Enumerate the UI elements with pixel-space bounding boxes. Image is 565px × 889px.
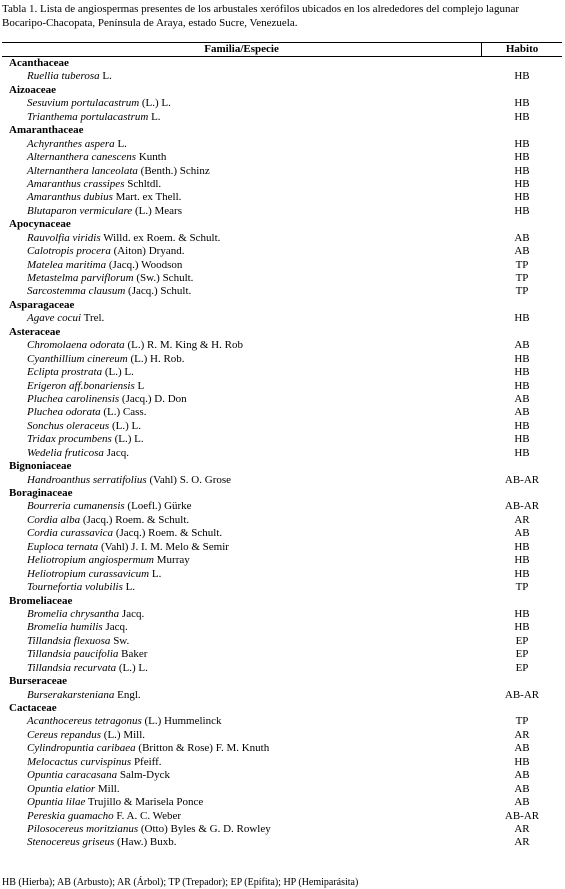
species-table [2,42,562,850]
habit-cell: AB-AR [504,688,540,701]
species-row [2,621,562,634]
species-binomial: Pluchea odorata [27,406,101,419]
species-cell [2,474,482,487]
species-row [2,339,562,352]
species-cell [2,70,482,83]
species-author: (Haw.) Buxb. [117,836,177,849]
habit-cell: HB [514,567,530,580]
species-binomial: Melocactus curvispinus [27,755,132,768]
species-cell [2,527,482,540]
species-cell [2,366,482,379]
table-caption: Tabla 1. Lista de angiospermas presentes de los arbustales xerófilos ubicados en los alrededores del complejo lagunar Bocaripo-Chacopata, Península de Araya, estado Sucre, Venezuela. [2,3,519,29]
species-author: Baker [121,648,148,661]
habit-cell: HB [514,177,530,190]
species-author: Jacq. [121,607,145,620]
species-binomial: Euploca ternata [27,540,99,553]
species-author: L [137,379,145,392]
species-author: Trujillo & Marisela Ponce [87,796,204,809]
habit-cell: AB [514,392,530,405]
species-row [2,527,562,540]
habit-cell: TP [515,258,529,271]
species-row [2,756,562,769]
species-binomial: Wedelia fruticosa [27,446,104,459]
species-cell [2,259,482,272]
habit-legend-footnote: HB (Hierba); AB (Arbusto); AR (Árbol); TP (Trepador); EP (Epífita); HP (Hemiparásita) [2,877,359,888]
species-author: (Britton & Rose) F. M. Knuth [138,742,270,755]
family-name: Burseraceae [9,675,68,688]
habit-cell: HB [514,540,530,553]
species-cell [2,191,482,204]
species-row [2,191,562,204]
habit-cell: TP [515,285,529,298]
species-row [2,635,562,648]
species-binomial: Chromolaena odorata [27,339,125,352]
species-cell [2,810,482,823]
species-cell [2,178,482,191]
species-row [2,205,562,218]
species-author: (Jacq.) Woodson [108,258,183,271]
species-binomial: Cylindropuntia caribaea [27,742,136,755]
species-binomial: Handroanthus serratifolius [27,473,147,486]
species-author: Jacq. [106,446,129,459]
species-binomial: Tridax procumbens [27,433,112,446]
species-row [2,285,562,298]
species-row [2,433,562,446]
family-name: Bignoniaceae [9,460,72,473]
species-row [2,165,562,178]
habit-cell: HB [514,379,530,392]
species-row [2,312,562,325]
species-row [2,272,562,285]
family-row [2,702,562,715]
species-binomial: Blutaparon vermiculare [27,204,133,217]
species-cell [2,285,482,298]
species-cell [2,554,482,567]
species-author: Mill. [97,782,120,795]
species-cell [2,836,482,849]
species-row [2,783,562,796]
habit-cell: TP [515,581,529,594]
habit-cell: HB [514,352,530,365]
habit-cell: HB [514,97,530,110]
habit-cell: HB [514,312,530,325]
species-author: Mart. ex Thell. [115,191,182,204]
species-binomial: Alternanthera canescens [27,151,137,164]
species-cell [2,406,482,419]
habit-cell: AR [514,836,530,849]
habit-cell: AB [514,782,530,795]
habit-cell: HB [514,164,530,177]
species-cell [2,648,482,661]
species-cell [2,380,482,393]
species-row [2,648,562,661]
species-binomial: Sonchus oleraceus [27,419,110,432]
species-author: (L.) L. [104,366,134,379]
species-row [2,380,562,393]
species-binomial: Amaranthus dubius [27,191,113,204]
species-cell [2,769,482,782]
species-binomial: Heliotropium curassavicum [27,567,150,580]
species-author: (L.) R. M. King & H. Rob [127,339,243,352]
species-cell [2,783,482,796]
species-author: Kunth [138,151,167,164]
species-row [2,742,562,755]
species-row [2,581,562,594]
habit-cell: AR [514,728,530,741]
species-binomial: Pluchea carolinensis [27,392,120,405]
species-row [2,514,562,527]
species-cell [2,138,482,151]
species-binomial: Rauvolfia viridis [27,231,101,244]
habit-cell: HB [514,191,530,204]
species-row [2,111,562,124]
species-author: (L.) L. [111,419,141,432]
habit-cell: HB [514,366,530,379]
family-name: Cactaceae [9,702,57,714]
species-row [2,729,562,742]
habit-cell: EP [515,648,529,661]
habit-cell: EP [515,634,529,647]
species-cell [2,353,482,366]
species-cell [2,97,482,110]
species-cell [2,393,482,406]
species-author: Salm-Dyck [119,769,170,782]
family-name: Apocynaceae [9,218,71,231]
species-author: (L.) Mill. [103,728,146,741]
species-binomial: Stenocereus griseus [27,836,115,849]
species-author: L. [102,70,112,83]
species-binomial: Opuntia caracasana [27,769,118,782]
species-row [2,232,562,245]
species-binomial: Eclipta prostrata [27,366,103,379]
species-cell [2,500,482,513]
species-author: Engl. [117,688,141,701]
species-cell [2,312,482,325]
family-row [2,487,562,500]
species-binomial: Erigeron aff.bonariensis [27,379,135,392]
habit-cell: HB [514,419,530,432]
species-row [2,554,562,567]
species-cell [2,729,482,742]
species-author: (L.) Mears [134,204,182,217]
species-cell [2,111,482,124]
species-author: (Vahl) J. I. M. Melo & Semir [100,540,229,553]
header-family-species: Familia/Especie [2,43,482,56]
habit-cell: AB [514,796,530,809]
species-cell [2,272,482,285]
species-binomial: Agave cocui [27,312,82,325]
species-cell [2,715,482,728]
species-cell [2,151,482,164]
habit-cell: HB [514,607,530,620]
species-author: Jacq. [105,621,128,634]
habit-cell: HB [514,755,530,768]
species-cell [2,245,482,258]
species-row [2,796,562,809]
family-row [2,326,562,339]
species-binomial: Sesuvium portulacastrum [27,97,140,110]
habit-cell: EP [515,661,529,674]
species-cell [2,796,482,809]
species-binomial: Pereskia guamacho [27,809,114,822]
family-name: Acanthaceae [9,57,69,69]
habit-cell: AR [514,513,530,526]
species-author: (Otto) Byles & G. D. Rowley [140,822,271,835]
species-row [2,420,562,433]
species-author: (Vahl) S. O. Grose [149,473,232,486]
habit-cell: AB [514,245,530,258]
habit-cell: AB-AR [504,500,540,513]
species-binomial: Heliotropium angiospermum [27,554,155,567]
species-author: Sw. [113,634,130,647]
species-author: (L.) L. [114,433,144,446]
species-author: (Jacq.) D. Don [121,392,187,405]
species-author: L. [151,567,162,580]
habit-cell: AB [514,231,530,244]
species-author: (L.) H. Rob. [130,352,185,365]
species-row [2,769,562,782]
species-binomial: Cordia curassavica [27,527,114,540]
species-binomial: Opuntia lilae [27,796,86,809]
species-author: (Sw.) Schult. [136,272,194,284]
family-name: Asparagaceae [9,298,75,311]
species-row [2,608,562,621]
species-binomial: Tournefortia volubilis [27,581,123,594]
species-author: (Aiton) Dryand. [113,245,185,258]
habit-cell: HB [514,446,530,459]
table-header [2,43,562,56]
species-cell [2,621,482,634]
family-name: Asteraceae [9,325,61,338]
species-author: (Loefl.) Gürke [127,500,192,513]
species-row [2,568,562,581]
species-author: L. [125,581,136,594]
species-binomial: Cordia alba [27,513,81,526]
family-row [2,124,562,137]
habit-cell: HB [514,137,530,150]
species-binomial: Bourreria cumanensis [27,500,125,513]
species-author: (L.) L. [141,97,171,110]
species-row [2,474,562,487]
species-binomial: Tillandsia flexuosa [27,634,111,647]
family-name: Amaranthaceae [9,124,84,137]
species-binomial: Burserakarsteniana [27,688,115,701]
species-binomial: Amaranthus crassipes [27,177,125,190]
species-binomial: Tillandsia paucifolia [27,648,119,661]
species-cell [2,447,482,460]
species-author: (L.) Cass. [103,406,147,419]
species-cell [2,608,482,621]
family-row [2,299,562,312]
habit-cell: TP [515,715,529,728]
habit-cell: HB [514,433,530,446]
header-habit: Habito [505,43,539,55]
habit-cell: AB [514,406,530,419]
species-row [2,810,562,823]
species-row [2,447,562,460]
table-body [2,57,562,850]
species-row [2,138,562,151]
species-binomial: Pilosocereus moritzianus [27,822,139,835]
family-name: Bromeliaceae [9,594,73,607]
species-cell [2,581,482,594]
species-cell [2,742,482,755]
species-cell [2,662,482,675]
species-author: F. A. C. Weber [116,809,182,822]
species-cell [2,420,482,433]
family-name: Boraginaceae [9,487,73,499]
species-author: Schltdl. [127,177,162,190]
species-author: L. [151,110,161,123]
family-row [2,595,562,608]
species-row [2,823,562,836]
habit-cell: AB [514,527,530,540]
species-row [2,500,562,513]
species-cell [2,541,482,554]
species-cell [2,823,482,836]
family-row [2,84,562,97]
habit-cell: HB [514,70,530,83]
species-binomial: Achyranthes aspera [27,137,115,150]
species-cell [2,635,482,648]
species-binomial: Opuntia elatior [27,782,96,795]
habit-cell: HB [514,110,530,123]
species-binomial: Metastelma parviflorum [27,272,134,284]
species-row [2,406,562,419]
species-author: Trel. [83,312,105,325]
species-row [2,366,562,379]
species-binomial: Cyanthillium cinereum [27,352,128,365]
family-row [2,460,562,473]
species-row [2,715,562,728]
species-cell [2,232,482,245]
species-author: (Benth.) Schinz [140,164,210,177]
habit-cell: TP [515,272,529,284]
species-row [2,151,562,164]
species-row [2,541,562,554]
habit-cell: HB [514,204,530,217]
species-binomial: Sarcostemma clausum [27,285,126,298]
species-row [2,689,562,702]
species-author: (Jacq.) Roem. & Schult. [82,513,190,526]
species-cell [2,165,482,178]
species-row [2,70,562,83]
species-author: (Jacq.) Roem. & Schult. [115,527,223,540]
species-author: L. [117,137,127,150]
species-author: Murray [156,554,190,567]
species-author: Willd. ex Roem. & Schult. [103,231,221,244]
species-cell [2,205,482,218]
species-cell [2,433,482,446]
habit-cell: AB [514,742,530,755]
species-row [2,259,562,272]
species-binomial: Ruellia tuberosa [27,70,100,83]
species-binomial: Bromelia chrysantha [27,607,120,620]
species-binomial: Alternanthera lanceolata [27,164,138,177]
species-row [2,353,562,366]
species-binomial: Matelea maritima [27,258,107,271]
species-cell [2,756,482,769]
species-row [2,662,562,675]
family-row [2,218,562,231]
species-author: Pfeiff. [133,755,162,768]
species-author: (Jacq.) Schult. [128,285,192,298]
habit-cell: HB [514,621,530,634]
species-binomial: Bromelia humilis [27,621,103,634]
species-binomial: Cereus repandus [27,728,102,741]
species-binomial: Tillandsia recurvata [27,661,117,674]
species-binomial: Acanthocereus tetragonus [27,715,142,728]
species-row [2,178,562,191]
species-author: (L.) L. [118,661,148,674]
family-row [2,57,562,70]
species-binomial: Trianthema portulacastrum [27,110,149,123]
species-row [2,245,562,258]
species-cell [2,339,482,352]
habit-cell: AB-AR [504,473,540,486]
family-name: Aizoaceae [9,83,57,96]
species-row [2,836,562,849]
species-cell [2,514,482,527]
habit-cell: AB-AR [504,809,540,822]
habit-cell: HB [514,554,530,567]
species-row [2,97,562,110]
species-author: (L.) Hummelinck [144,715,222,728]
habit-cell: AB [514,769,530,782]
species-row [2,393,562,406]
habit-cell: HB [514,151,530,164]
family-row [2,675,562,688]
species-cell [2,568,482,581]
species-binomial: Calotropis procera [27,245,111,258]
species-cell [2,689,482,702]
habit-cell: AB [514,339,530,352]
habit-cell: AR [514,822,530,835]
